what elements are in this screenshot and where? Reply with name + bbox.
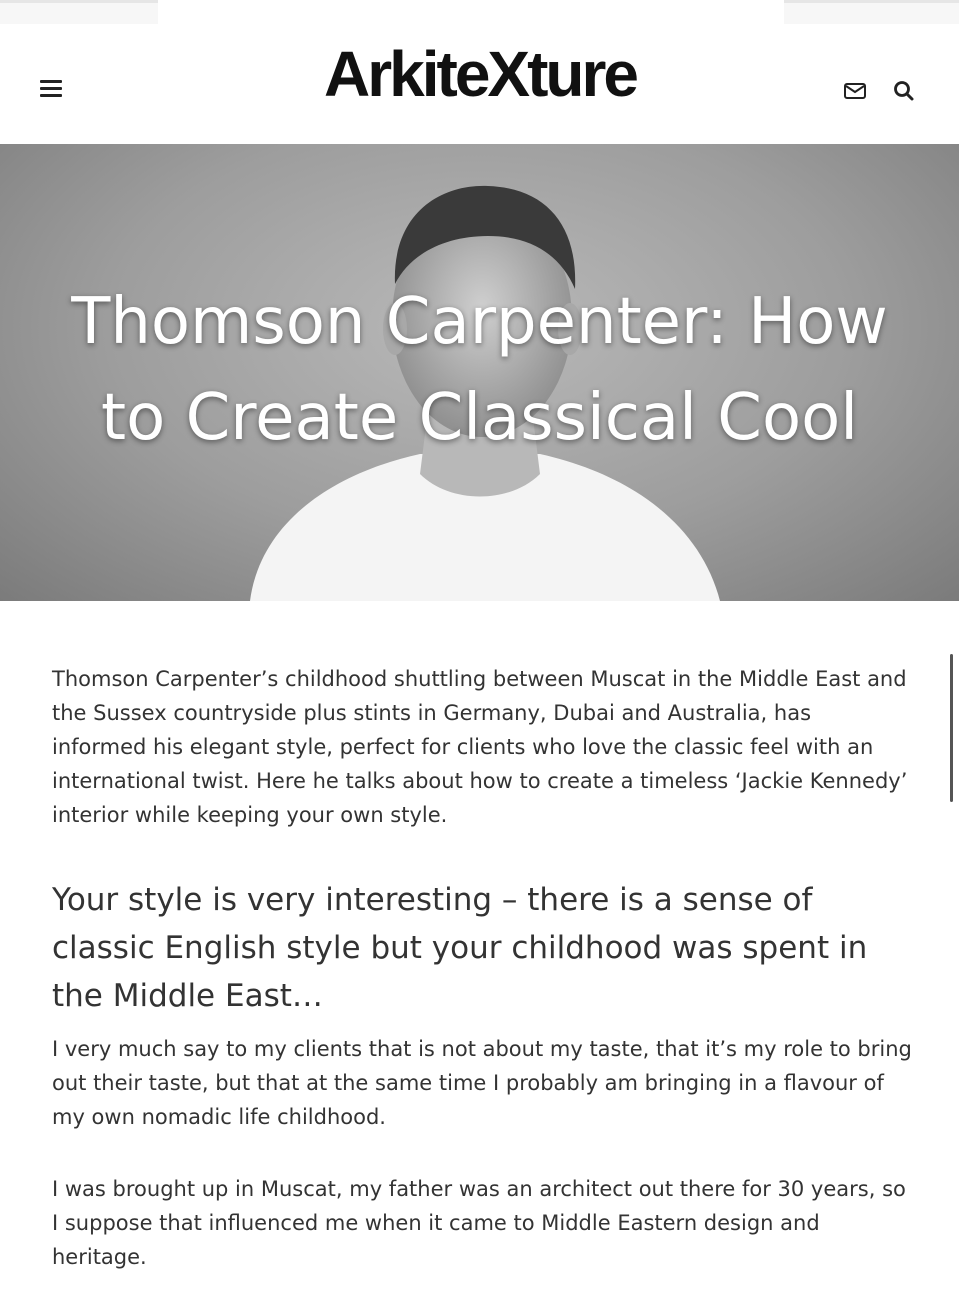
browser-top-strip	[0, 0, 959, 24]
top-tab-left	[0, 0, 158, 24]
article-body	[52, 662, 912, 1312]
interview-answer: I very much say to my clients that is not about my taste, that it’s my role to bring out their taste, but that at the same time I probably am bringing in a flavour of my own nomadic life childhood.	[52, 1037, 912, 1129]
interview-question: Your style is very interesting – there is a sense of classic English style but your childhood was spent in the Middle East…	[52, 882, 868, 1014]
top-tab-right	[784, 0, 959, 24]
menu-icon[interactable]	[40, 80, 62, 98]
article-intro: Thomson Carpenter’s childhood shuttling between Muscat in the Middle East and the Sussex countryside plus stints in Germany, Dubai and Australia, has informed his elegant style, perfect for clients who love the classic feel with an international twist. Here he talks about how to create a timeless ‘Jackie Kennedy’ interior while keeping your own style.	[52, 667, 908, 827]
search-icon[interactable]	[892, 80, 916, 102]
hero-banner	[0, 144, 959, 601]
site-logo[interactable]	[320, 42, 640, 108]
site-header	[0, 24, 959, 144]
logo-wordmark	[320, 42, 640, 108]
interview-answer: I was brought up in Muscat, my father was an architect out there for 30 years, so I suppose that influenced me when it came to Middle Eastern design and heritage.	[52, 1177, 906, 1269]
scrollbar[interactable]	[950, 654, 953, 802]
mail-icon[interactable]	[843, 80, 867, 102]
svg-text:ArkiteXture: ArkiteXture	[324, 42, 636, 108]
hero-title: Thomson Carpenter: How to Create Classical Cool	[71, 285, 888, 455]
